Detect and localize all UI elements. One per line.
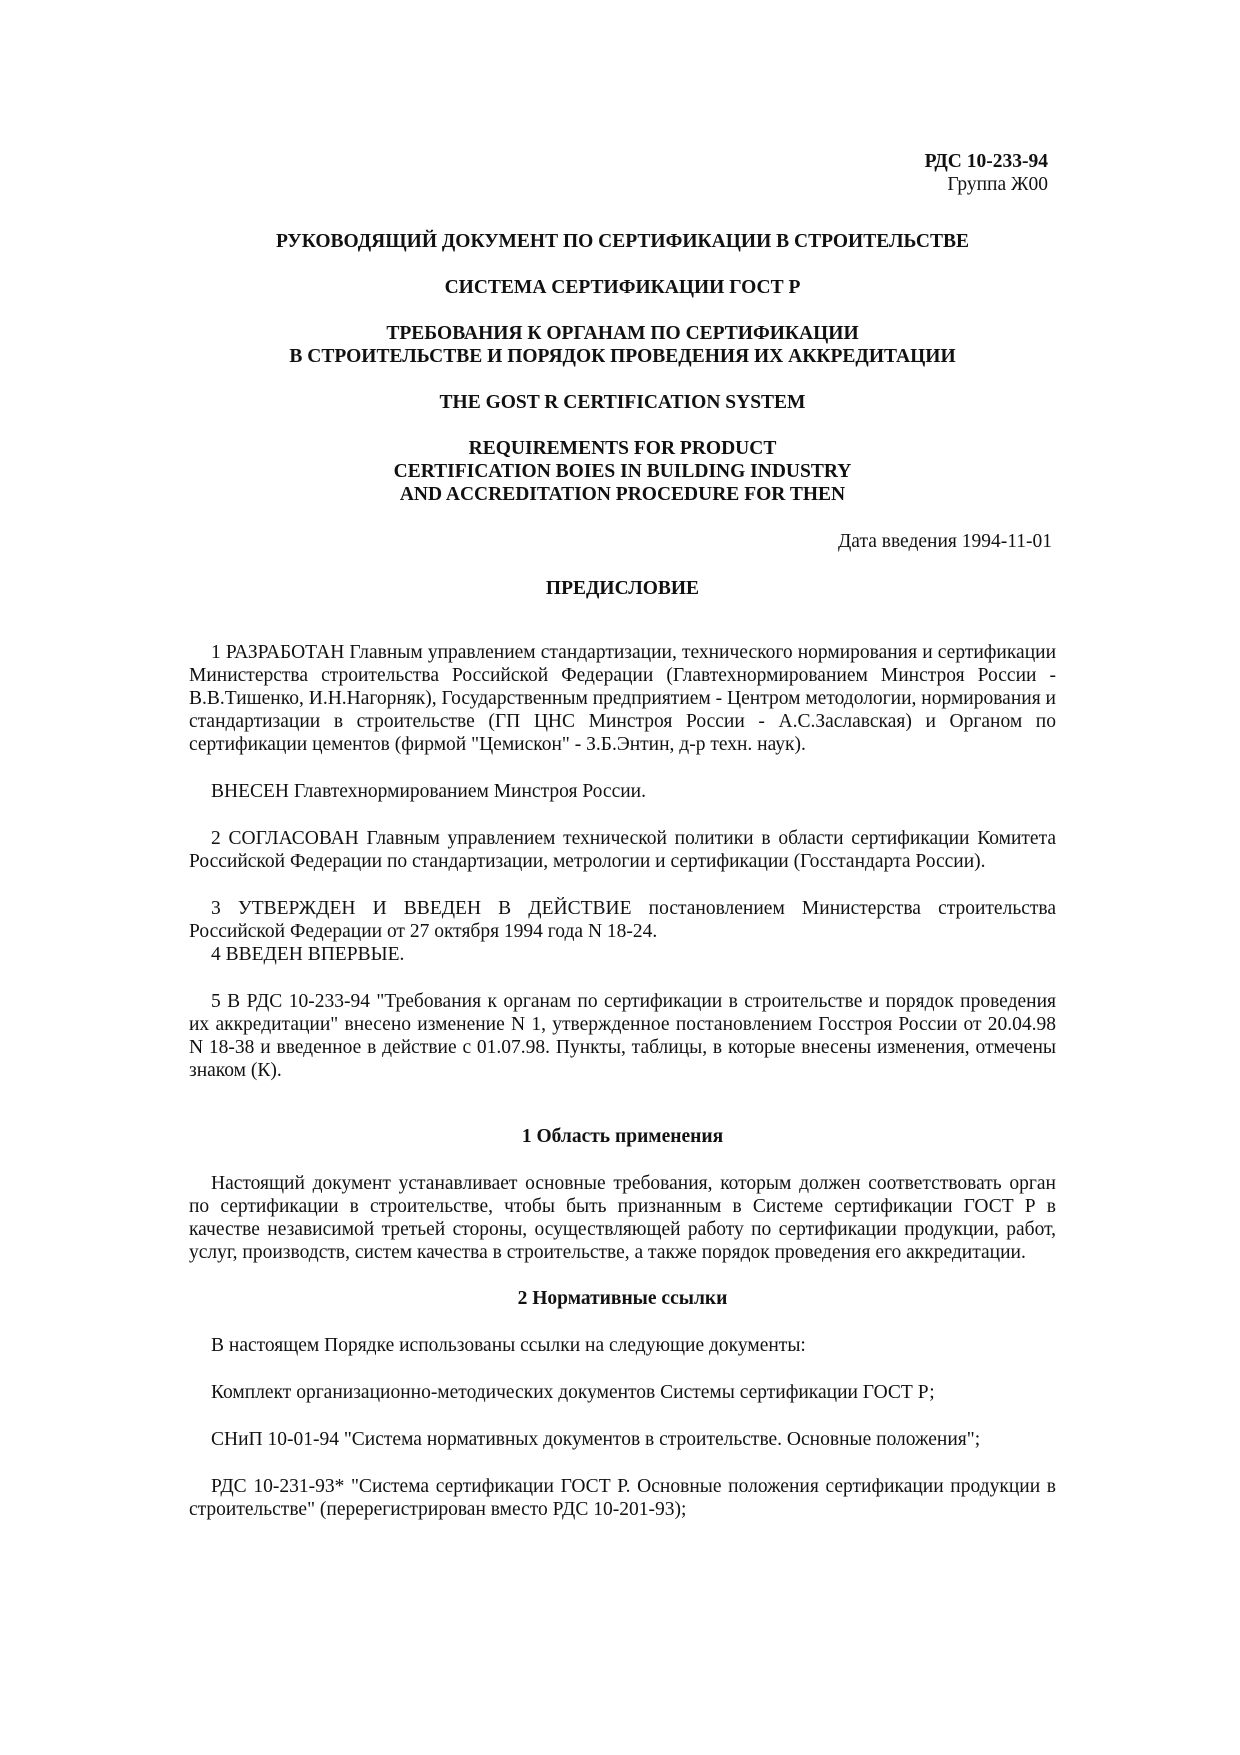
english-title-line: AND ACCREDITATION PROCEDURE FOR THEN <box>399 484 846 505</box>
english-requirements-title <box>189 437 1056 506</box>
english-system-title: THE GOST R CERTIFICATION SYSTEM <box>439 392 806 413</box>
english-title-line: REQUIREMENTS FOR PRODUCT <box>468 438 777 459</box>
requirements-title-line: В СТРОИТЕЛЬСТВЕ И ПОРЯДОК ПРОВЕДЕНИЯ ИХ АККРЕДИТАЦИИ <box>289 346 956 367</box>
requirements-title <box>189 322 1056 368</box>
requirements-title-line: ТРЕБОВАНИЯ К ОРГАНАМ ПО СЕРТИФИКАЦИИ <box>386 323 859 344</box>
reference-item: Комплект организационно-методических документов Системы сертификации ГОСТ Р; <box>211 1382 935 1403</box>
foreword-paragraph: 5 В РДС 10-233-94 "Требования к органам по сертификации в строительстве и порядок проведения их аккредитации" внесено изменение N 1, утвержденное постановлением Госстроя России от 20.04.98 N 18-38 и введенное в действие с 01.07.98. Пункты, таблицы, в которые внесены изменения, отмечены знаком (К). <box>189 991 1056 1081</box>
foreword-paragraph: 1 РАЗРАБОТАН Главным управлением стандартизации, технического нормирования и сертификации Министерства строительства Российской Федерации (Главтехнормированием Минстроя России - В.В.Тишенко, И.Н.Нагорняк), Государственным предприятием - Центром методологии, нормирования и стандартизации в строительстве (ГП ЦНС Минстроя России - А.С.Заславская) и Органом по сертификации цементов (фирмой "Цемискон" - З.Б.Энтин, д-р техн. наук). <box>189 642 1056 755</box>
reference-item: РДС 10-231-93* "Система сертификации ГОСТ Р. Основные положения сертификации продукции в строительстве" (перерегистрирован вместо РДС 10-201-93); <box>189 1476 1056 1520</box>
foreword-paragraph: ВНЕСЕН Главтехнормированием Минстроя России. <box>211 781 646 802</box>
system-title: СИСТЕМА СЕРТИФИКАЦИИ ГОСТ Р <box>444 277 801 298</box>
main-title: РУКОВОДЯЩИЙ ДОКУМЕНТ ПО СЕРТИФИКАЦИИ В СТРОИТЕЛЬСТВЕ <box>275 231 970 252</box>
foreword-paragraph: 2 СОГЛАСОВАН Главным управлением технической политики в области сертификации Комитета Российской Федерации по стандартизации, метрологии и сертификации (Госстандарта России). <box>189 828 1056 872</box>
introduction-date: Дата введения 1994-11-01 <box>838 531 1052 552</box>
document-page <box>189 150 1056 1521</box>
foreword-heading: ПРЕДИСЛОВИЕ <box>545 578 700 599</box>
document-code: РДС 10-233-94 <box>924 151 1048 172</box>
section-paragraph: Настоящий документ устанавливает основные требования, которым должен соответствовать орган по сертификации в строительстве, чтобы быть признанным в Системе сертификации ГОСТ Р в качестве независимой третьей стороны, осуществляющей работу по сертификации продукции, работ, услуг, производств, систем качества в строительстве, а также порядок проведения его аккредитации. <box>189 1173 1056 1263</box>
section-heading: 2 Нормативные ссылки <box>517 1288 728 1309</box>
section-heading: 1 Область применения <box>521 1126 724 1147</box>
foreword-paragraph: 3 УТВЕРЖДЕН И ВВЕДЕН В ДЕЙСТВИЕ постановлением Министерства строительства Российской Федерации от 27 октября 1994 года N 18-24. <box>189 898 1056 942</box>
document-group: Группа Ж00 <box>947 174 1048 195</box>
english-title-line: CERTIFICATION BOIES IN BUILDING INDUSTRY <box>393 461 852 482</box>
reference-item: СНиП 10-01-94 "Система нормативных документов в строительстве. Основные положения"; <box>211 1429 981 1450</box>
section-paragraph: В настоящем Порядке использованы ссылки на следующие документы: <box>211 1335 806 1356</box>
foreword-paragraph: 4 ВВЕДЕН ВПЕРВЫЕ. <box>211 944 405 965</box>
